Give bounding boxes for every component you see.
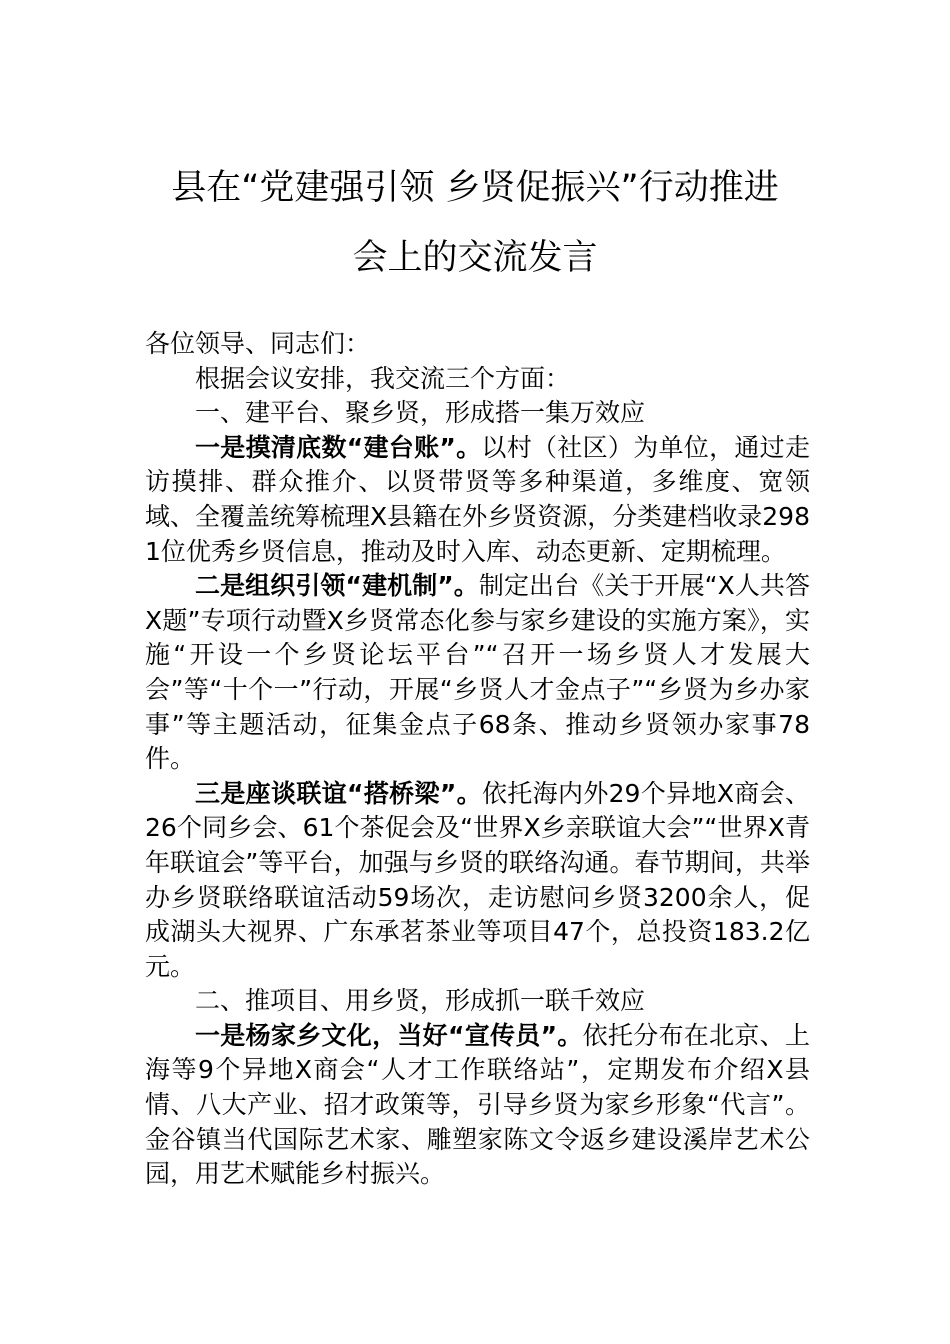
- document-title-line-2: 会上的交流发言: [352, 238, 598, 278]
- item-lead: 三是座谈联谊“搭桥梁”。: [195, 778, 482, 808]
- salutation: 各位领导、同志们：: [145, 329, 371, 358]
- section-2-item-1: [145, 1019, 810, 1192]
- item-text: 依托分布在北京、上海等9个异地X商会“人才工作联络站”，定期发布介绍X县情、八大产业、招才政策等，引导乡贤为家乡形象“代言”。金谷镇当代国际艺术家、雕塑家陈文令返乡建设溪岸艺术公园，用艺术赋能乡村振兴。: [145, 1020, 810, 1189]
- intro-paragraph: 根据会议安排，我交流三个方面：: [195, 363, 571, 393]
- item-lead: 二是组织引领“建机制”。: [195, 571, 479, 601]
- section-1-item-1: [145, 431, 810, 569]
- item-lead: 一是杨家乡文化，当好“宣传员”。: [195, 1020, 583, 1050]
- section-1-item-2: [145, 569, 810, 777]
- item-lead: 一是摸清底数“建台账”。: [195, 432, 482, 462]
- item-text: 制定出台《关于开展“X人共答X题”专项行动暨X乡贤常态化参与家乡建设的实施方案》，实施“开设一个乡贤论坛平台”“召开一场乡贤人才发展大会”等“十个一”行动，开展“乡贤人才金点子”“乡贤为乡办家事”等主题活动，征集金点子68条、推动乡贤领办家事78件。: [145, 571, 810, 774]
- document-title-line-1: 县在“党建强引领 乡贤促振兴”行动推进: [171, 168, 779, 208]
- section-1-item-3: [145, 777, 810, 985]
- item-text: 依托海内外29个异地X商会、26个同乡会、61个茶促会及“世界X乡亲联谊大会”“世界X青年联谊会”等平台，加强与乡贤的联络沟通。春节期间，共举办乡贤联络联谊活动59场次，走访慰问乡贤3200余人，促成湖头大视界、广东承茗茶业等项目47个，总投资183.2亿元。: [145, 778, 810, 981]
- document-body: [145, 327, 810, 1192]
- section-1-heading: 一、建平台、聚乡贤，形成搭一集万效应: [195, 398, 646, 428]
- item-text: 以村（社区）为单位，通过走访摸排、群众推介、以贤带贤等多种渠道，多维度、宽领域、全覆盖统筹梳理X县籍在外乡贤资源，分类建档收录2981位优秀乡贤信息，推动及时入库、动态更新、定期梳理。: [145, 432, 810, 566]
- section-2-heading: 二、推项目、用乡贤，形成抓一联千效应: [195, 986, 646, 1016]
